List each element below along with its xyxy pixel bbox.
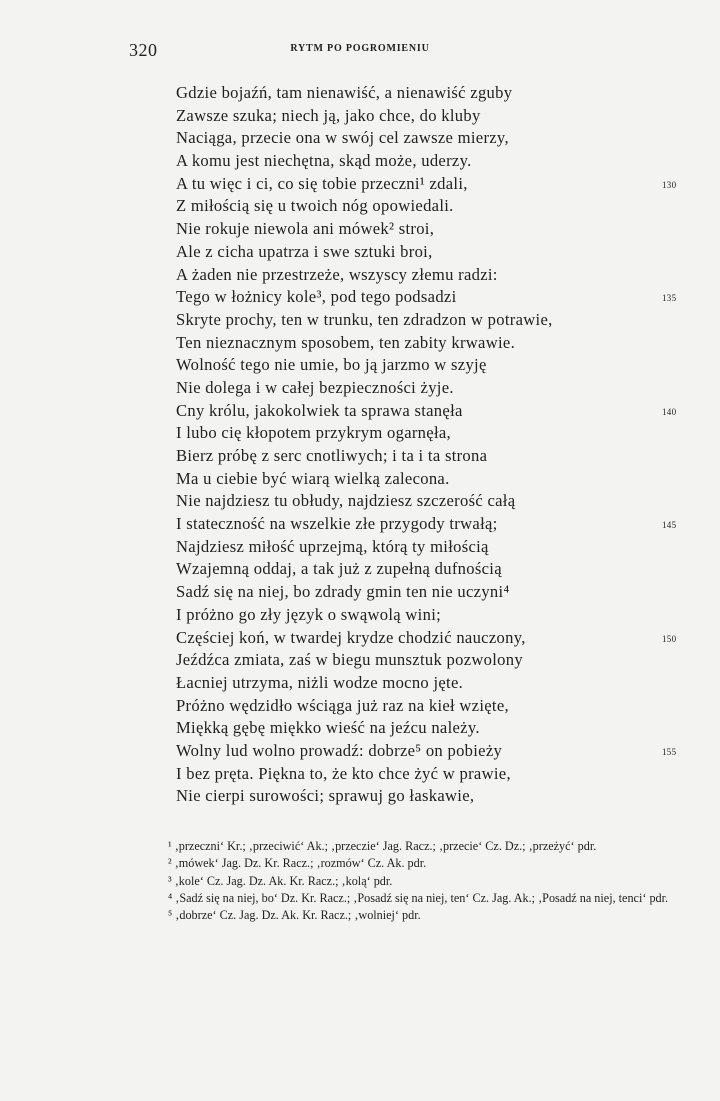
verse-line xyxy=(0,400,720,423)
verse-line xyxy=(0,264,720,287)
footnote: ² ‚mówek‘ Jag. Dz. Kr. Racz.; ‚rozmów‘ Cz. Ak. pdr. xyxy=(168,856,427,871)
verse-text: Bierz próbę z serc cnotliwych; i ta i ta strona xyxy=(176,446,488,465)
verse-text: Wzajemną oddaj, a tak już z zupełną dufnością xyxy=(176,559,502,579)
verse-line xyxy=(0,649,720,672)
verse-line xyxy=(0,173,720,196)
verse-line xyxy=(0,422,720,445)
verse-line xyxy=(0,195,720,218)
verse-line xyxy=(0,354,720,377)
verse-line xyxy=(0,468,720,491)
verse-number: 150 xyxy=(662,633,677,644)
verse-line xyxy=(0,717,720,740)
verse-text: A żaden nie przestrzeże, wszyscy złemu radzi: xyxy=(176,264,498,284)
verse-text: Miękką gębę miękko wieść na jeźcu należy. xyxy=(176,718,480,738)
verse-line xyxy=(0,672,720,695)
running-head: RYTM PO POGROMIENIU xyxy=(290,43,430,54)
footnote: ³ ‚kole‘ Cz. Jag. Dz. Ak. Kr. Racz.; ‚kolą‘ pdr. xyxy=(168,873,393,888)
verse-number: 135 xyxy=(662,293,677,304)
verse-number: 155 xyxy=(662,746,677,757)
verse-text: Skryte prochy, ten w trunku, ten zdradzon w potrawie, xyxy=(176,309,553,329)
verse-line xyxy=(0,309,720,332)
verse-text: A tu więc i ci, co się tobie przeczni¹ zdali, xyxy=(176,173,468,193)
verse-line xyxy=(0,82,720,105)
verse-line xyxy=(0,332,720,355)
verse-text: Nie rokuje niewola ani mówek² stroi, xyxy=(176,219,435,239)
verse-line xyxy=(0,377,720,400)
verse-line xyxy=(0,513,720,536)
verse-line xyxy=(0,445,720,468)
verse-number: 145 xyxy=(662,520,677,531)
verse-text: I stateczność na wszelkie złe przygody trwałą; xyxy=(176,514,498,534)
verse-number: 130 xyxy=(662,179,677,190)
verse-line xyxy=(0,150,720,173)
verse-text: Ale z cicha upatrza i swe sztuki broi, xyxy=(176,241,433,261)
verse-line xyxy=(0,604,720,627)
footnote: ¹ ‚przeczni‘ Kr.; ‚przeciwić‘ Ak.; ‚przeczie‘ Jag. Racz.; ‚przecie‘ Cz. Dz.; ‚przeżyć‘ pdr. xyxy=(168,839,597,853)
verse-number: 140 xyxy=(662,406,677,417)
footnote: ⁴ ‚Sadź się na niej, bo‘ Dz. Kr. Racz.; ‚Posadź się na niej, ten‘ Cz. Jag. Ak.; ‚Posadź na niej, tenci‘ pdr. xyxy=(168,890,669,905)
verse-text: I próżno go zły język o swąwolą wini; xyxy=(176,604,442,624)
verse-text: Częściej koń, w twardej krydze chodzić nauczony, xyxy=(176,627,526,647)
verse-text: Wolny lud wolno prowadź: dobrze⁵ on pobieży xyxy=(176,740,503,760)
verse-line xyxy=(0,581,720,604)
verse-line xyxy=(0,286,720,309)
verse-text: Sadź się na niej, bo zdrady gmin ten nie uczyni⁴ xyxy=(176,582,510,602)
verse-line xyxy=(0,740,720,763)
verse-line xyxy=(0,490,720,513)
verse-text: Najdziesz miłość uprzejmą, którą ty miłością xyxy=(176,536,489,556)
verse-text: Naciąga, przecie ona w swój cel zawsze mierzy, xyxy=(176,128,509,148)
verse-text: Nie najdziesz tu obłudy, najdziesz szczerość całą xyxy=(176,491,516,511)
verse-text: Nie dolega i w całej bezpieczności żyje. xyxy=(176,377,454,397)
verse-line xyxy=(0,105,720,128)
verse-text: Nie cierpi surowości; sprawuj go łaskawie, xyxy=(176,786,475,806)
verse-text: A komu jest niechętna, skąd może, uderzy. xyxy=(176,151,472,171)
verse-text: Zawsze szuka; niech ją, jako chce, do kluby xyxy=(176,105,481,125)
verse-text: Cny królu, jakokolwiek ta sprawa stanęła xyxy=(176,400,463,420)
verse-text: I lubo cię kłopotem przykrym ogarnęła, xyxy=(176,423,451,443)
verse-text: Tego w łożnicy kole³, pod tego podsadzi xyxy=(176,287,457,307)
poem xyxy=(0,82,720,808)
footnote: ⁵ ‚dobrze‘ Cz. Jag. Dz. Ak. Kr. Racz.; ‚wolniej‘ pdr. xyxy=(168,908,421,923)
verse-text: Gdzie bojaźń, tam nienawiść, a nienawiść zguby xyxy=(176,83,513,102)
verse-line xyxy=(0,536,720,559)
verse-line xyxy=(0,241,720,264)
verse-line xyxy=(0,218,720,241)
verse-line xyxy=(0,695,720,718)
verse-line xyxy=(0,127,720,150)
verse-text: I bez pręta. Piękna to, że kto chce żyć w prawie, xyxy=(176,763,511,783)
verse-line xyxy=(0,558,720,581)
verse-text: Z miłością się u twoich nóg opowiedali. xyxy=(176,196,454,216)
verse-text: Próżno wędzidło wściąga już raz na kieł wzięte, xyxy=(176,695,509,715)
verse-text: Jeźdźca zmiata, zaś w biegu munsztuk pozwolony xyxy=(176,650,523,670)
page-number: 320 xyxy=(129,40,158,60)
verse-line xyxy=(0,627,720,650)
verse-text: Ten nieznacznym sposobem, ten zabity krwawie. xyxy=(176,332,516,352)
verse-text: Wolność tego nie umie, bo ją jarzmo w szyję xyxy=(176,355,487,375)
verse-text: Ma u ciebie być wiarą wielką zalecona. xyxy=(176,468,450,488)
verse-text: Łacniej utrzyma, niżli wodze mocno jęte. xyxy=(176,672,464,692)
verse-line xyxy=(0,785,720,808)
footnotes xyxy=(129,838,685,924)
verse-line xyxy=(0,763,720,786)
